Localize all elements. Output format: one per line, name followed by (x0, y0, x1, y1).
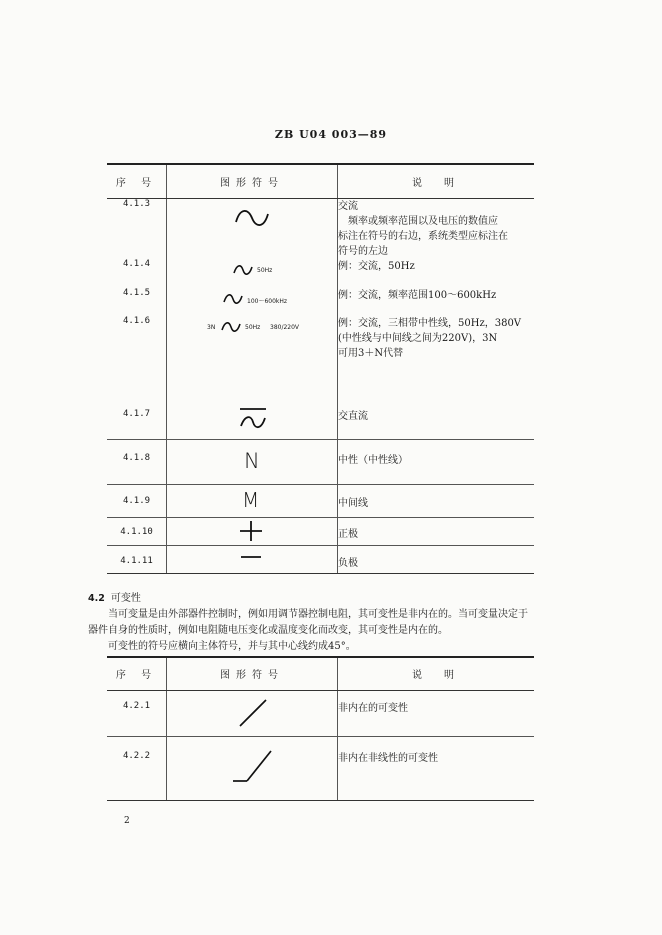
description-title: 负极 (338, 558, 358, 569)
description-line: 标注在符号的右边，系统类型应标注在 (338, 230, 508, 242)
description-title: 中间线 (338, 498, 368, 509)
symbol-cell (167, 485, 338, 518)
section-heading (88, 591, 548, 607)
symbol-cell (167, 546, 338, 574)
table-row (107, 736, 534, 800)
paragraph: 当可变量是由外部器件控制时，例如用调节器控制电阻，其可变性是非内在的。当可变量决定于 (108, 609, 528, 620)
symbol-cell (167, 690, 338, 736)
section-number: 4.2 (88, 593, 105, 604)
row-number: 4.1.8 (107, 440, 167, 485)
table-row (107, 690, 534, 736)
row-number: 4.1.7 (107, 397, 167, 440)
column-header-desc: 说 明 (338, 164, 535, 198)
table-row (107, 288, 534, 316)
table-row (107, 397, 534, 440)
description-title: 例：交流，三相带中性线，50Hz，380V (338, 317, 522, 329)
column-header-no: 序 号 (107, 657, 167, 690)
row-number: 4.2.1 (107, 690, 167, 736)
description-cell (338, 736, 535, 800)
symbol-cell (167, 198, 338, 259)
neutral-symbol: N (244, 449, 260, 473)
symbol-label-voltage: 380/220V (270, 323, 300, 331)
row-number: 4.1.11 (107, 546, 167, 574)
ac-wave-icon (223, 292, 243, 306)
page-number: 2 (124, 816, 130, 826)
description-title: 例：交流，50Hz (338, 260, 415, 272)
row-number: 4.1.4 (107, 259, 167, 288)
symbol-label: 50Hz (245, 323, 261, 331)
row-number: 4.1.10 (107, 518, 167, 546)
row-number: 4.1.5 (107, 288, 167, 316)
row-number: 4.1.3 (107, 198, 167, 259)
row-number: 4.2.2 (107, 736, 167, 800)
description-title: 中性（中性线） (338, 455, 408, 466)
symbol-cell (167, 288, 338, 316)
paragraph: 可变性的符号应横向主体符号，并与其中心线约成45°。 (108, 641, 356, 652)
variability-arrow-icon (237, 697, 269, 729)
column-header-no: 序 号 (107, 164, 167, 198)
section-4-2 (88, 591, 548, 655)
description-line: 可用3＋N代替 (338, 347, 404, 359)
symbol-table-4-2 (107, 656, 534, 801)
column-header-symbol: 图形符号 (167, 657, 338, 690)
description-title: 非内在的可变性 (338, 702, 408, 714)
minus-icon (240, 554, 262, 560)
standard-code-header: ZB U04 003—89 (274, 128, 388, 141)
table-row (107, 316, 534, 397)
ac-wave-icon (221, 320, 241, 334)
section-title: 可变性 (110, 593, 141, 604)
table-row (107, 440, 534, 485)
description-title: 非内在非线性的可变性 (338, 752, 438, 764)
description-line: (中性线与中间线之间为220V)，3N (338, 332, 498, 344)
symbol-table-4-1 (107, 163, 534, 574)
description-line: 符号的左边 (338, 245, 388, 257)
symbol-prefix: 3N (207, 323, 216, 331)
description-cell (338, 518, 535, 546)
symbol-cell (167, 316, 338, 397)
nonlinear-variability-icon (231, 747, 275, 785)
ac-dc-icon (238, 405, 268, 433)
description-cell (338, 288, 535, 316)
description-cell (338, 485, 535, 518)
column-header-symbol: 图形符号 (167, 164, 338, 198)
symbol-cell (167, 397, 338, 440)
description-title: 正极 (338, 529, 358, 540)
table-row (107, 546, 534, 574)
symbol-cell (167, 440, 338, 485)
midline-symbol: M (242, 488, 260, 512)
description-cell (338, 259, 535, 288)
description-line: 频率或频率范围以及电压的数值应 (348, 215, 498, 227)
description-cell (338, 397, 535, 440)
symbol-cell (167, 259, 338, 288)
description-cell (338, 546, 535, 574)
ac-wave-icon (234, 207, 270, 229)
description-cell (338, 440, 535, 485)
column-header-desc: 说 明 (338, 657, 535, 690)
description-title: 例：交流，频率范围100～600kHz (338, 289, 497, 301)
description-cell (338, 690, 535, 736)
plus-icon (239, 520, 263, 542)
row-number: 4.1.6 (107, 316, 167, 397)
paragraph: 器件自身的性质时，例如电阻随电压变化或温度变化而改变，其可变性是内在的。 (88, 625, 448, 636)
description-title: 交流 (338, 200, 358, 212)
description-title: 交直流 (338, 410, 368, 422)
symbol-cell (167, 736, 338, 800)
table-row (107, 198, 534, 259)
description-cell (338, 198, 535, 259)
table-row (107, 259, 534, 288)
symbol-label: 50Hz (257, 266, 273, 274)
description-cell (338, 316, 535, 397)
symbol-label: 100～600kHz (247, 297, 288, 305)
row-number: 4.1.9 (107, 485, 167, 518)
ac-wave-icon (233, 263, 253, 277)
table-row (107, 485, 534, 518)
symbol-cell (167, 518, 338, 546)
table-row (107, 518, 534, 546)
